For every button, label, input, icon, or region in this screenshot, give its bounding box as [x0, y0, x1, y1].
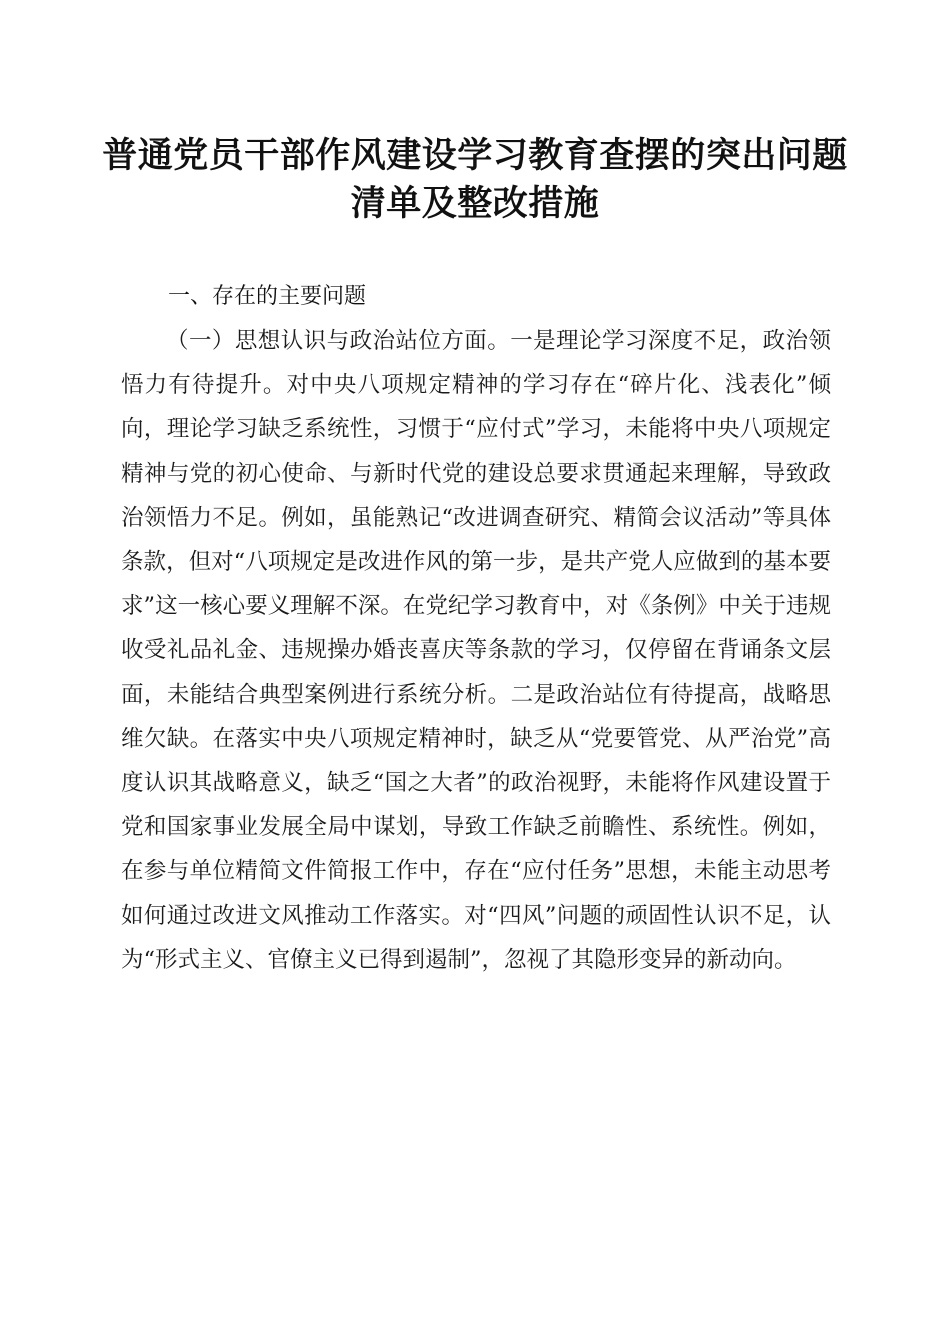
document-title: 普通党员干部作风建设学习教育查摆的突出问题清单及整改措施: [102, 135, 848, 224]
section-heading: 一、存在的主要问题: [168, 284, 367, 309]
body-paragraph: （一）思想认识与政治站位方面。一是理论学习深度不足，政治领悟力有待提升。对中央八项规定精神的学习存在“碎片化、浅表化”倾向，理论学习缺乏系统性，习惯于“应付式”学习，未能将中央八项规定精神与党的初心使命、与新时代党的建设总要求贯通起来理解，导致政治领悟力不足。例如，虽能熟记“改进调查研究、精简会议活动”等具体条款，但对“八项规定是改进作风的第一步，是共产党人应做到的基本要求”这一核心要义理解不深。在党纪学习教育中，对《条例》中关于违规收受礼品礼金、违规操办婚丧喜庆等条款的学习，仅停留在背诵条文层面，未能结合典型案例进行系统分析。二是政治站位有待提高，战略思维欠缺。在落实中央八项规定精神时，缺乏从“党要管党、从严治党”高度认识其战略意义，缺乏“国之大者”的政治视野，未能将作风建设置于党和国家事业发展全局中谋划，导致工作缺乏前瞻性、系统性。例如，在参与单位精简文件简报工作中，存在“应付任务”思想，未能主动思考如何通过改进文风推动工作落实。对“四风”问题的顽固性认识不足，认为“形式主义、官僚主义已得到遏制”，忽视了其隐形变异的新动向。: [121, 328, 831, 973]
